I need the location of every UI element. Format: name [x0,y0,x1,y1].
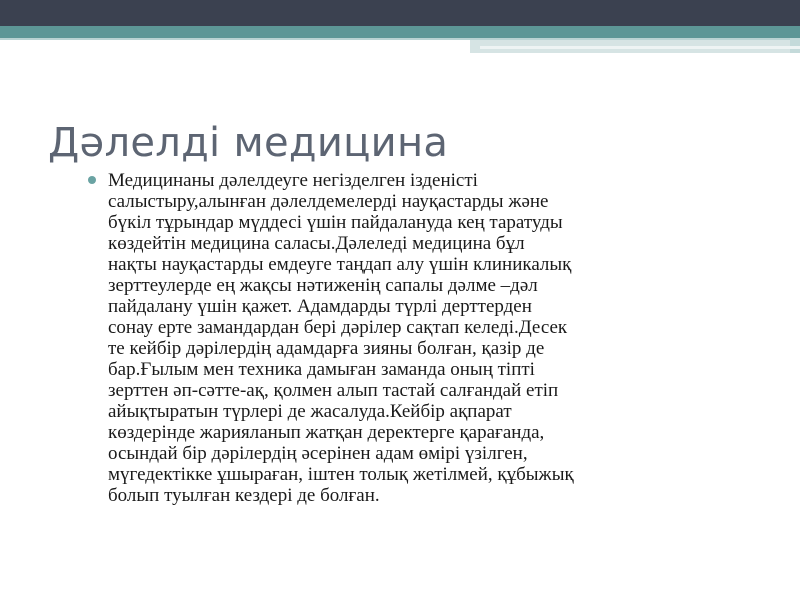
bullet-line: осындай бір дәрілердің әсерінен адам өмірі үзілген, [108,443,528,464]
bullet-line: айықтыратын түрлері де жасалуда.Кейбір ақпарат [108,401,512,422]
bullet-line: Медицинаны дәлелдеуге негізделген ізденісті [108,170,478,191]
bullet-line: нақты науқастарды емдеуге таңдап алу үшін клиникалық [108,254,572,275]
slide-content [88,170,728,506]
bullet-line: салыстыру,алынған дәлелдемелерді науқастарды және [108,191,549,212]
bullet-item [88,170,728,506]
bullet-line: көздейтін медицина саласы.Дәлеледі медицина бұл [108,233,525,254]
bullet-line: зерттен әп-сәтте-ақ, қолмен алып тастай салғандай етіп [108,380,559,401]
slide-title: Дәлелді медицина [48,120,449,166]
header-band-teal [0,26,800,38]
bullet-line: бар.Ғылым мен техника дамыған заманда оның тіпті [108,359,535,380]
header-band-dark [0,0,800,26]
bullet-dot-icon [88,176,96,184]
bullet-line: зерттеулерде ең жақсы нәтиженің сапалы дәлме –дәл [108,275,538,296]
bullet-text [108,170,728,506]
bullet-line: сонау ерте замандардан бері дәрілер сақтап келеді.Десек [108,317,568,338]
header-band-stripe [480,46,800,49]
bullet-line: пайдалану үшін қажет. Адамдарды түрлі дерттерден [108,296,532,317]
bullet-line: те кейбір дәрілердің адамдарға зияны болған, қазір де [108,338,545,359]
bullet-line: бүкіл тұрындар мүддесі үшін пайдалануда кең таратуды [108,212,563,233]
bullet-line: көздерінде жарияланып жатқан деректерге қарағанда, [108,422,545,443]
bullet-line: болып туылған кездері де болған. [108,485,380,506]
bullet-line: мүгедектікке ұшыраған, іштен толық жетілмей, құбыжық [108,464,574,485]
